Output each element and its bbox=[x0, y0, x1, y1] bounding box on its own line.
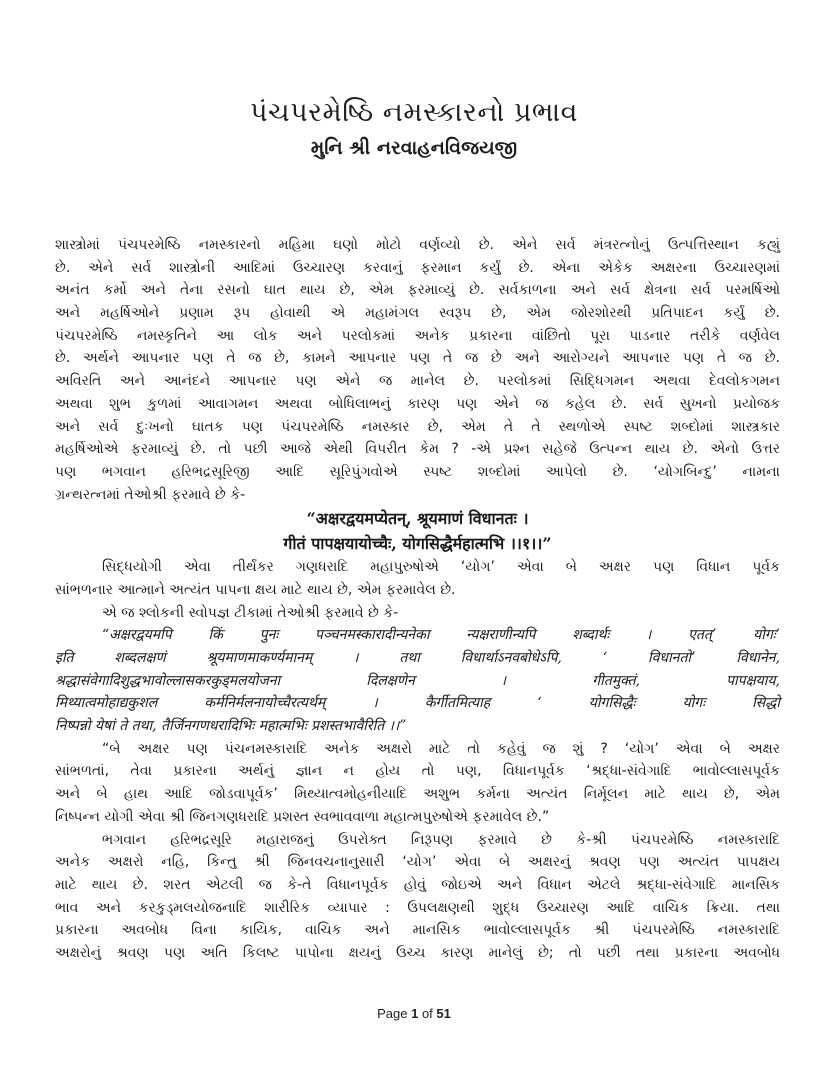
text-line: અક્ષરોનું શ્રવણ પણ અતિ કિલષ્ટ પાપોના ક્ષયનું ઉચ્ચ કારણ માનેલું છે; તો પછી તથા પ્રકારના અવબોધ bbox=[55, 944, 780, 961]
document-body bbox=[55, 234, 780, 965]
text-line: इति शब्दलक्षणं श्रूयमाणमाकर्ण्यमानम् । तथा विधार्थाऽनवबोधेऽपि, ‘ विधानतो’ विधानेन, bbox=[55, 650, 780, 666]
text-line: માટે થાય છે. શરત એટલી જ કે-તે વિધાનપૂર્વક હોવું જોઇએ અને વિધાન એટલે શ્રદ્ધા-સંવેગાદિ માનસિક bbox=[55, 876, 780, 893]
verse-line: “अक्षरद्वयमप्येतन्, श्रूयमाणं विधानतः । bbox=[306, 509, 529, 529]
text-line: અવિરતિ અને આનંદને આપનાર પણ એને જ માનેલ છે. પરલોકમાં સિદ્ધિગમન અથવા દેવલોકગમન bbox=[55, 373, 780, 390]
paragraph-commentary-intro bbox=[55, 602, 780, 625]
text-line: ભગવાન હરિભદ્રસૂરિ મહારાજનું ઉપરોક્ત નિરૂપણ ફરમાવે છે કે-શ્રી પંચપરમેષ્ઠિ નમસ્કારાદિ bbox=[102, 831, 780, 848]
text-line: અનંત કર્મો અને તેના રસનો ઘાત થાય છે, એમ ફરમાવ્યું છે. સર્વકાળના અને સર્વ ક્ષેત્રના સર્વ પરમર્ષિઓ bbox=[55, 282, 780, 299]
page-number-footer bbox=[0, 1006, 828, 1021]
sanskrit-commentary bbox=[55, 624, 780, 737]
text-line: સાંભળનાર આત્માને અત્યંત પાપના ક્ષય માટે થાય છે, એમ ફરમાવેલ છે. bbox=[55, 581, 456, 598]
paragraph-translation bbox=[55, 738, 780, 829]
page-word: Page bbox=[377, 1006, 408, 1021]
paragraph-explanation bbox=[55, 556, 780, 601]
text-line: “अक्षरद्वयमपि किं पुनः पञ्चनमस्कारादीन्यनेका न्यक्षराणीन्यपि शब्दार्थः । एतत्’ योगः’ bbox=[102, 627, 780, 644]
text-line: શાસ્ત્રોમાં પંચપરમેષ્ઠિ નમસ્કારનો મહિમા ઘણો મોટો વર્ણવ્યો છે. એને સર્વ મંત્રરત્નોનું ઉત્પત્તિસ્થાન કહ્યું bbox=[55, 237, 780, 253]
text-line: પ્રકારના અવબોધ વિના કાયિક, વાચિક અને માનસિક ભાવોલ્લાસપૂર્વક શ્રી પંચપરમેષ્ઠિ નમસ્કારાદિ bbox=[55, 922, 780, 939]
verse-line: गीतं पापक्षयायोच्चैः, योगसिद्धैर्महात्मभि ।।१।।” bbox=[283, 534, 552, 554]
text-line: निष्पन्नो येषां ते तथा, तैर्जिनगणधरादिभिः महात्मभिः प्रशस्तभावैरिति ।।” bbox=[55, 718, 407, 735]
text-line: ગ્રન્થરત્નમાં તેઓશ્રી ફરમાવે છે કે- bbox=[55, 486, 246, 503]
text-line: અને મહર્ષિઓને પ્રણામ રૂપ હોવાથી એ મહામંગલ સ્વરૂપ છે, એમ જોરશોરથી પ્રતિપાદન કર્યું છે. bbox=[55, 305, 780, 322]
text-line: પણ ભગવાન હરિભદ્રસૂરિજી આદિ સૂરિપુંગવોએ સ્પષ્ટ શબ્દોમાં આપેલો છે. ‘યોગબિન્દુ’ નામના bbox=[55, 463, 780, 480]
author-name: મુનિ શ્રી નરવાહનવિજયજી bbox=[310, 137, 518, 159]
text-line: અથવા શુભ કુળમાં આવાગમન અથવા બોધિલાભનું કારણ પણ એને જ કહેલ છે. સર્વ સુખનો પ્રયોજક bbox=[55, 395, 780, 412]
text-line: અને સર્વ દુઃખનો ઘાતક પણ પંચપરમેષ્ઠિ નમસ્કાર છે, એમ તે તે સ્થળોએ સ્પષ્ટ શબ્દોમાં શાસ્ત્રકાર bbox=[55, 418, 780, 435]
total-pages: 51 bbox=[436, 1006, 451, 1021]
text-line: નિષ્પન્ન યોગી એવા શ્રી જિનગણધરાદિ પ્રશસ્ત સ્વભાવવાળા મહાત્મપુરુષોએ ફરમાવેલ છે.” bbox=[55, 808, 550, 825]
of-word: of bbox=[421, 1006, 433, 1021]
text-line: श्रद्धासंवेगादिशुद्धभावोल्लासकरकुड्मलयोजना दिलक्षणेन । गीतमुक्तं, पापक्षयाय, bbox=[55, 672, 780, 689]
text-line: પંચપરમેષ્ઠિ નમસ્કૃતિને આ લોક અને પરલોકમાં અનેક પ્રકારના વાંછિતો પૂરા પાડનાર તરીકે વર્ણવેલ bbox=[55, 327, 780, 344]
text-line: સિદ્ધયોગી એવા તીર્થંકર ગણધરાદિ મહાપુરુષોએ ‘યોગ’ એવા બે અક્ષર પણ વિધાન પૂર્વક bbox=[102, 559, 780, 576]
text-line: છે. એને સર્વ શાસ્ત્રોની આદિમાં ઉચ્ચારણ કરવાનું ફરમાન કર્યું છે. એના એકેક અક્ષરના ઉચ્ચારણમાં bbox=[55, 259, 780, 276]
text-line: છે. અર્થને આપનાર પણ તે જ છે, કામને આપનાર પણ તે જ છે અને આરોગ્યને આપનાર પણ તે જ છે. bbox=[55, 350, 780, 367]
sanskrit-verse bbox=[55, 506, 780, 556]
text-line: ભાવ અને કરકુડ્મલયોજનાદિ શારીરિક વ્યાપાર : ઉપલક્ષણથી શુદ્ધ ઉચ્ચારણ આદિ વાચિક ક્રિયા. તથા bbox=[55, 899, 780, 916]
current-page: 1 bbox=[411, 1006, 419, 1021]
text-line: मिथ्यात्वमोहाद्यकुशल कर्मनिर्मलनायोच्चैरत्यर्थम् । कैर्गीतमित्याह ‘ योगसिद्धैः योगः सिद्धो bbox=[55, 695, 780, 712]
paragraph-conclusion bbox=[55, 829, 780, 965]
text-line: “બે અક્ષર પણ પંચનમસ્કારાદિ અનેક અક્ષરો માટે તો કહેવું જ શું ? ‘યોગ’ એવા બે અક્ષર bbox=[102, 740, 780, 757]
page-title: પંચપરમેષ્ઠિ નમસ્કારનો પ્રભાવ bbox=[250, 97, 578, 128]
text-line: અને બે હાથ આદિ જોડવાપૂર્વક’ મિથ્યાત્વમોહનીયાદિ અશુભ કર્મના અત્યંત નિર્મૂલન માટે થાય છે, એમ bbox=[55, 786, 780, 803]
text-line: મહર્ષિઓએ ફરમાવ્યું છે. તો પછી આજે એથી વિપરીત કેમ ? -એ પ્રશ્ન સહેજે ઉત્પન્ન થાય છે. એનો ઉત્તર bbox=[55, 441, 780, 458]
text-line: અનેક અક્ષરો નહિ, કિન્તુ શ્રી જિનવચનાનુસારી ‘યોગ’ એવા બે અક્ષરનું શ્રવણ પણ અત્યંત પાપક્ષય bbox=[55, 854, 780, 871]
text-line: સાંભળતાં, તેવા પ્રકારના અર્થનું જ્ઞાન ન હોય તો પણ, વિધાનપૂર્વક ‘શ્રદ્ધા-સંવેગાદિ ભાવોલ્લાસપૂર્વક bbox=[55, 763, 780, 780]
text-line: એ જ શ્લોકની સ્વોપજ્ઞ ટીકામાં તેઓશ્રી ફરમાવે છે કે- bbox=[102, 604, 399, 621]
paragraph-intro bbox=[55, 234, 780, 506]
